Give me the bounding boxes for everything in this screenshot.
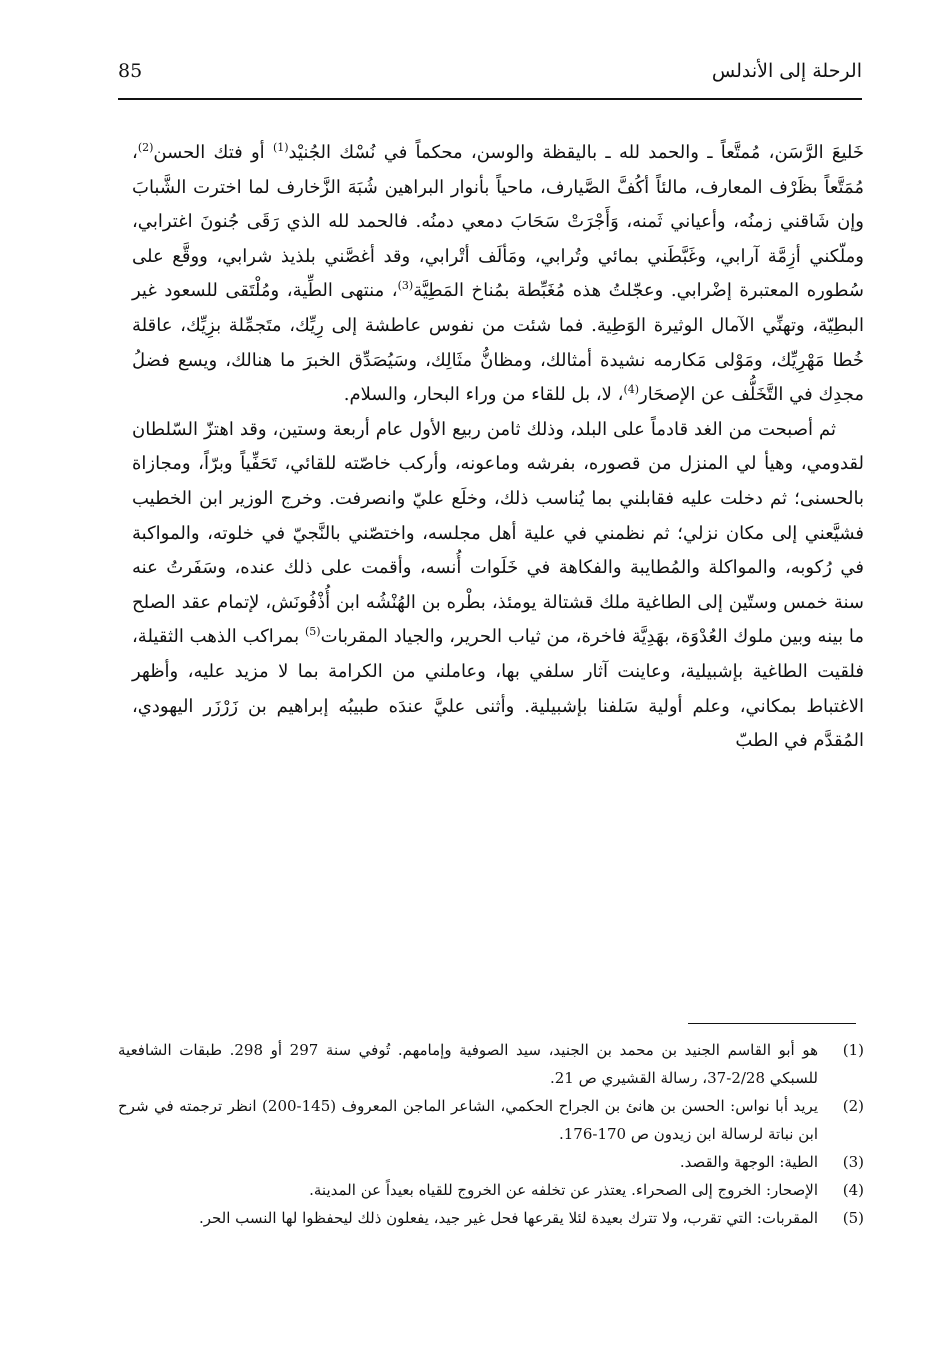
footnote-text: الإصحار: الخروج إلى الصحراء. يعتذر عن تخلفه عن الخروج للقياه بعيداً عن المدينة. [309, 1181, 818, 1199]
running-title: الرحلة إلى الأندلس [711, 60, 862, 82]
footnote-text: المقربات: التي تقرب، ولا تترك بعيدة لئلا يقرعها فحل غير جيد، يفعلون ذلك ليحفظوا لها النسب الحر. [198, 1209, 818, 1227]
footnote-number: (3) [842, 1153, 864, 1171]
paragraph [132, 136, 864, 413]
footnote [118, 1204, 864, 1232]
footnote-ref: (1) [272, 141, 289, 154]
page-number: 85 [118, 60, 143, 82]
main-text [132, 136, 864, 759]
footnote-number: (5) [842, 1209, 864, 1227]
paragraph [132, 413, 864, 759]
text-run: ثم أصبحت من الغد قادماً على البلد، وذلك ثامن ربيع الأول عام أربعة وستين، وقد اهتزّ السّلطان لقدومي، وهيأ لي المنزل من قصوره، بفرشه وماعونه، وأركب خاصّته للقائي، تَحَفِّياً وبرّاً، ومجازاة بالحسنى؛ ثم دخلت عليه فقابلني بما يُناسب ذلك، وخلَع عليّ وانصرفت. وخرج الوزير ابن الخطيب فشيَّعني إلى مكان نزلي؛ ثم نظمني في علية أهل مجلسه، واختصّني بالنَّجيّ في خلوته، والمواكبة في رُكوبه، والمواكلة والمُطايبة والفكاهة في خَلَوات أُنسه، وأقمت على ذلك عنده، وسَفَرتُ عنه سنة خمس وستّين إلى الطاغية ملك قشتالة يومئذ، بطْره بن الهُنْشُه ابن أُذْفُونَش، لإتمام عقد الصلح ما بينه وبين ملوك العُدْوَة، بهَدِيَّة فاخرة، من ثياب الحرير، والجياد المقربات [132, 418, 864, 648]
footnote-ref: (2) [137, 141, 154, 154]
page-header [118, 50, 862, 100]
footnote-text: يريد أبا نواس: الحسن بن هانئ بن الجراح الحكمي، الشاعر الماجن المعروف (145-200) انظر ترجمته في شرح ابن نباتة لرسالة ابن زيدون ص 170-176. [118, 1097, 818, 1143]
footnote-ref: (5) [304, 625, 321, 639]
footnote [118, 1036, 864, 1092]
footnote-number: (1) [842, 1041, 864, 1059]
footnote-text: هو أبو القاسم الجنيد بن محمد بن الجنيد، سيد الصوفية وإمامهم. تُوفي سنة 297 أو 298. طبقات الشافعية للسبكي 2/28-37، رسالة القشيري ص 21. [118, 1041, 818, 1087]
footnote [118, 1092, 864, 1148]
footnote [118, 1148, 864, 1176]
footnote-text: الطية: الوجهة والقصد. [679, 1153, 818, 1171]
footnotes [118, 1036, 864, 1232]
text-run: ، مُمَتَّعاً بظَرْف المعارف، مالئاً أكُفَّ الصَّيارف، ماحياً بأنوار البراهين شُبَهَ الزَّخارف لما اخترت الشَّبابَ وإن شَاقني زمنُه، وأعياني ثَمنه، وَأَجْرَتْ سَحَابَ دمعي دمنُه. فالحمد لله الذي رَقَى جُنونَ اغترابي، وملّكني أزِمَّة آرابي، وغَبَّطَني بمائي وتُرابي، ومَألَف أتْرابي، وقد أغصَّني بلذيذ شرابي، ووقَّع على سُطوره المعتبرة إضْرابي. وعجّلتُ هذه مُغَبِّطة بمُناخ المَطِيَّة [132, 142, 864, 302]
footnote-number: (2) [842, 1097, 864, 1115]
text-run: أو فتك الحسن [153, 142, 273, 163]
footnote-ref: (4) [623, 383, 640, 397]
footnote-number: (4) [842, 1181, 864, 1199]
footnote-ref: (3) [397, 279, 414, 293]
text-run: ، لا، بل للقاء من وراء البحار، والسلام. [343, 384, 624, 406]
footnote-separator [688, 1023, 856, 1024]
footnote [118, 1176, 864, 1204]
text-run: بمراكب الذهب الثقيلة، فلقيت الطاغية بإشبيلية، وعاينت آثار سلفي بها، وعاملني من الكرامة بما لا مزيد عليه، وأظهر الاغتباط بمكاني، وعلم أولية سَلفنا بإشبيلية. وأثنى عليَّ عندَه طبيبُه إبراهيم بن زَرْزَر اليهودي، المُقدَّم في الطبّ [132, 626, 864, 752]
text-run: خَليعَ الرَّسَن، مُمتَّعاً ـ والحمد لله ـ باليقظة والوسن، محكماً في نُسْك الجُنيْد [288, 142, 864, 163]
text-run: ، منتهى الطِّية، ومُلْتَقى للسعود غير البطِيّة، وتهنِّي الآمال الوثيرة الوَطِية. فما شئت من نفوس عاطشة إلى رِيِّك، متَجمِّلة بزِيِّك، عاقلة خُطا مَهْرِيِّك، ومَوْلى مَكارمه نشيدة أمثالك، ومظانُّ مثَالِك، وسَيُصَدِّق الخبرَ ما هنالك، ويسع فضلُ مجدِك في التَّخَلُّف عن الإصحَار [132, 280, 864, 406]
